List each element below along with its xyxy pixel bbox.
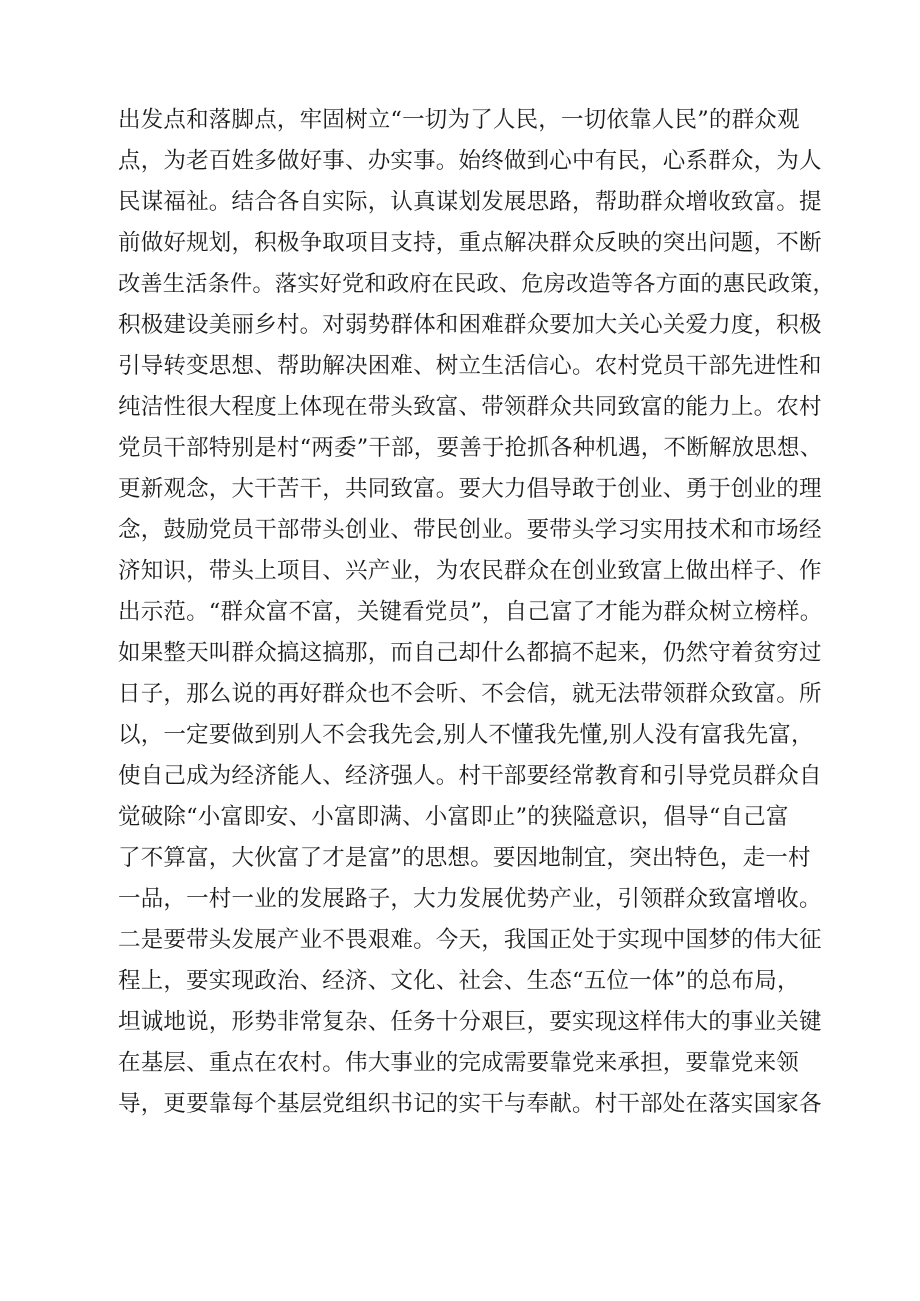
body-paragraph xyxy=(118,100,838,1125)
text-line: 出发点和落脚点，牢固树立“一切为了人民，一切依靠人民”的群众观 xyxy=(118,107,800,133)
text-line: 更新观念，大干苦干，共同致富。要大力倡导敢于创业、勇于创业的理 xyxy=(118,476,822,502)
text-line: 导，更要靠每个基层党组织书记的实干与奉献。村干部处在落实国家各 xyxy=(118,1091,822,1117)
text-line: 日子，那么说的再好群众也不会听、不会信，就无法带领群众致富。所 xyxy=(118,681,822,707)
text-line: 纯洁性很大程度上体现在带头致富、带领群众共同致富的能力上。农村 xyxy=(118,394,822,420)
text-line: 点，为老百姓多做好事、办实事。始终做到心中有民，心系群众，为人 xyxy=(118,148,822,174)
text-line: 二是要带头发展产业不畏艰难。今天，我国正处于实现中国梦的伟大征 xyxy=(118,927,822,953)
text-line: 党员干部特别是村“两委”干部，要善于抢抓各种机遇，不断解放思想、 xyxy=(118,435,823,461)
text-line: 积极建设美丽乡村。对弱势群体和困难群众要加大关心关爱力度，积极 xyxy=(118,312,822,338)
text-line: 引导转变思想、帮助解决困难、树立生活信心。农村党员干部先进性和 xyxy=(118,353,822,379)
text-line: 在基层、重点在农村。伟大事业的完成需要靠党来承担，要靠党来领 xyxy=(118,1050,800,1076)
text-line: 以，一定要做到别人不会我先会,别人不懂我先懂,别人没有富我先富， xyxy=(118,722,814,748)
text-line: 了不算富，大伙富了才是富”的思想。要因地制宜，突出特色，走一村 xyxy=(118,845,811,871)
text-line: 如果整天叫群众搞这搞那，而自己却什么都搞不起来，仍然守着贫穷过 xyxy=(118,640,822,666)
text-line: 济知识，带头上项目、兴产业，为农民群众在创业致富上做出样子、作 xyxy=(118,558,822,584)
text-line: 一品，一村一业的发展路子，大力发展优势产业，引领群众致富增收。 xyxy=(118,886,822,912)
text-line: 前做好规划，积极争取项目支持，重点解决群众反映的突出问题，不断 xyxy=(118,230,822,256)
text-line: 民谋福祉。结合各自实际，认真谋划发展思路，帮助群众增收致富。提 xyxy=(118,189,822,215)
text-line: 念，鼓励党员干部带头创业、带民创业。要带头学习实用技术和市场经 xyxy=(118,517,822,543)
text-line: 使自己成为经济能人、经济强人。村干部要经常教育和引导党员群众自 xyxy=(118,763,822,789)
text-line: 出示范。“群众富不富，关键看党员”，自己富了才能为群众树立榜样。 xyxy=(118,599,823,625)
text-line: 觉破除“小富即安、小富即满、小富即止”的狭隘意识，倡导“自己富 xyxy=(118,804,789,830)
text-line: 程上，要实现政治、经济、文化、社会、生态“五位一体”的总布局， xyxy=(118,968,800,994)
text-line: 改善生活条件。落实好党和政府在民政、危房改造等各方面的惠民政策， xyxy=(118,271,835,297)
text-line: 坦诚地说，形势非常复杂、任务十分艰巨，要实现这样伟大的事业关键 xyxy=(118,1009,822,1035)
